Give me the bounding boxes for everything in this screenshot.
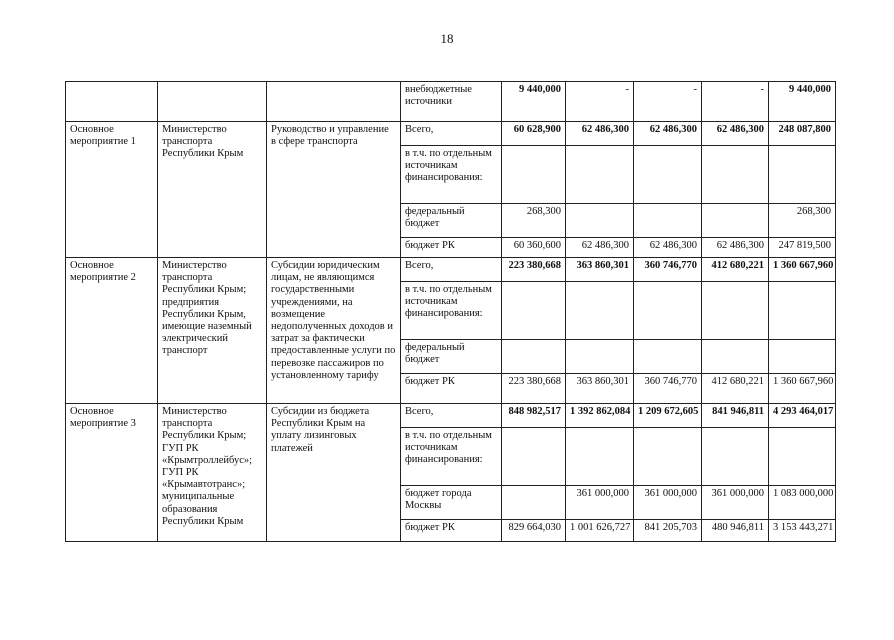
table-row <box>66 122 836 146</box>
value-cell <box>566 340 634 374</box>
executor-cell: Министерство транспорта Республики Крым <box>158 122 267 258</box>
activity-cell <box>66 82 158 122</box>
value-cell: 223 380,668 <box>502 374 566 404</box>
value-cell: 9 440,000 <box>769 82 836 122</box>
value-cell <box>566 428 634 486</box>
value-cell <box>502 340 566 374</box>
description-cell: Субсидии юридическим лицам, не являющимся государственными учреждениями, на возмещение недополученных доходов и затрат за фактически предоставленные услуги по перевозке пассажиров по установленному тарифу <box>267 258 401 404</box>
source-cell: в т.ч. по отдельным источникам финансирования: <box>401 282 502 340</box>
table-row <box>66 82 836 122</box>
value-cell <box>634 428 702 486</box>
description-cell: Руководство и управление в сфере транспорта <box>267 122 401 258</box>
value-cell: 829 664,030 <box>502 520 566 542</box>
source-cell: в т.ч. по отдельным источникам финансирования: <box>401 428 502 486</box>
activity-cell: Основное мероприятие 3 <box>66 404 158 542</box>
value-cell <box>702 204 769 238</box>
source-cell: федеральный бюджет <box>401 204 502 238</box>
value-cell: 363 860,301 <box>566 374 634 404</box>
value-cell: 268,300 <box>502 204 566 238</box>
value-cell: 848 982,517 <box>502 404 566 428</box>
value-cell: 60 628,900 <box>502 122 566 146</box>
value-cell <box>769 340 836 374</box>
source-cell: Всего, <box>401 404 502 428</box>
value-cell: 9 440,000 <box>502 82 566 122</box>
source-cell: в т.ч. по отдельным источникам финансирования: <box>401 146 502 204</box>
value-cell <box>566 146 634 204</box>
value-cell: 62 486,300 <box>634 122 702 146</box>
value-cell <box>702 282 769 340</box>
value-cell: 1 392 862,084 <box>566 404 634 428</box>
source-cell: Всего, <box>401 258 502 282</box>
source-cell: бюджет РК <box>401 520 502 542</box>
value-cell: 62 486,300 <box>566 238 634 258</box>
value-cell: 62 486,300 <box>702 122 769 146</box>
source-cell: федеральный бюджет <box>401 340 502 374</box>
description-cell: Субсидии из бюджета Республики Крым на уплату лизинговых платежей <box>267 404 401 542</box>
value-cell: 1 360 667,960 <box>769 374 836 404</box>
value-cell <box>502 146 566 204</box>
value-cell <box>634 282 702 340</box>
table-row <box>66 258 836 282</box>
value-cell <box>502 282 566 340</box>
value-cell: 361 000,000 <box>634 486 702 520</box>
value-cell <box>566 204 634 238</box>
executor-cell: Министерство транспорта Республики Крым; ГУП РК «Крымтроллейбус»; ГУП РК «Крымавтотранс»; муниципальные образования Республики Крым <box>158 404 267 542</box>
value-cell <box>702 340 769 374</box>
value-cell: 3 153 443,271 <box>769 520 836 542</box>
value-cell <box>566 282 634 340</box>
value-cell <box>634 146 702 204</box>
value-cell: 1 209 672,605 <box>634 404 702 428</box>
value-cell <box>502 428 566 486</box>
table-row <box>66 404 836 428</box>
value-cell <box>502 486 566 520</box>
value-cell: 248 087,800 <box>769 122 836 146</box>
value-cell <box>702 146 769 204</box>
value-cell: 1 360 667,960 <box>769 258 836 282</box>
executor-cell <box>158 82 267 122</box>
value-cell: 60 360,600 <box>502 238 566 258</box>
value-cell <box>634 340 702 374</box>
value-cell: - <box>566 82 634 122</box>
value-cell: 361 000,000 <box>702 486 769 520</box>
value-cell <box>702 428 769 486</box>
activity-cell: Основное мероприятие 2 <box>66 258 158 404</box>
value-cell <box>769 282 836 340</box>
value-cell: 361 000,000 <box>566 486 634 520</box>
value-cell: - <box>634 82 702 122</box>
source-cell: Всего, <box>401 122 502 146</box>
value-cell: 1 001 626,727 <box>566 520 634 542</box>
value-cell: - <box>702 82 769 122</box>
page-number: 18 <box>440 31 454 46</box>
budget-table <box>65 81 836 542</box>
value-cell: 247 819,500 <box>769 238 836 258</box>
source-cell: бюджет города Москвы <box>401 486 502 520</box>
value-cell: 480 946,811 <box>702 520 769 542</box>
value-cell: 412 680,221 <box>702 258 769 282</box>
value-cell: 412 680,221 <box>702 374 769 404</box>
source-cell: бюджет РК <box>401 238 502 258</box>
value-cell: 360 746,770 <box>634 258 702 282</box>
value-cell: 223 380,668 <box>502 258 566 282</box>
value-cell <box>769 428 836 486</box>
value-cell: 62 486,300 <box>566 122 634 146</box>
value-cell: 1 083 000,000 <box>769 486 836 520</box>
executor-cell: Министерство транспорта Республики Крым; предприятия Республики Крым, имеющие наземный электрический транспорт <box>158 258 267 404</box>
source-cell: бюджет РК <box>401 374 502 404</box>
value-cell: 363 860,301 <box>566 258 634 282</box>
description-cell <box>267 82 401 122</box>
value-cell: 268,300 <box>769 204 836 238</box>
value-cell: 841 946,811 <box>702 404 769 428</box>
value-cell: 841 205,703 <box>634 520 702 542</box>
value-cell: 360 746,770 <box>634 374 702 404</box>
source-cell: внебюджетные источники <box>401 82 502 122</box>
value-cell: 62 486,300 <box>702 238 769 258</box>
value-cell <box>769 146 836 204</box>
value-cell <box>634 204 702 238</box>
activity-cell: Основное мероприятие 1 <box>66 122 158 258</box>
value-cell: 4 293 464,017 <box>769 404 836 428</box>
value-cell: 62 486,300 <box>634 238 702 258</box>
